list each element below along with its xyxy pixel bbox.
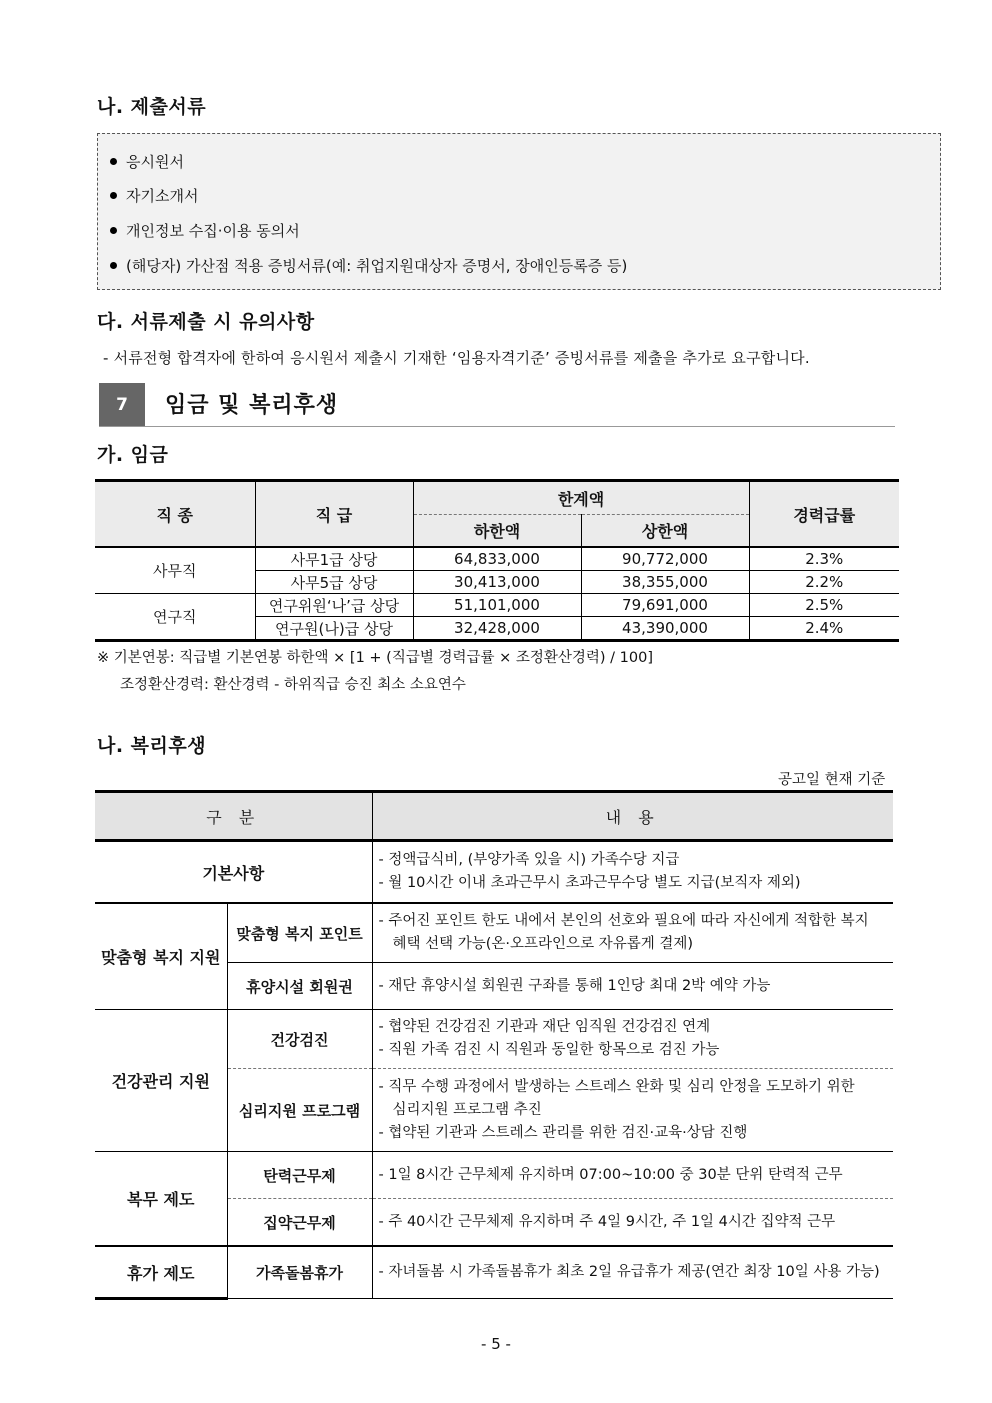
cell-family-label: 가족돌봄휴가 — [227, 1246, 372, 1299]
wage-table — [95, 479, 899, 642]
cell-upper: 43,390,000 — [581, 617, 749, 641]
cell-upper: 90,772,000 — [581, 547, 749, 571]
cell-grade: 연구원(나)급 상당 — [255, 617, 413, 641]
header-limit: 한계액 — [413, 481, 749, 515]
table-row — [95, 1010, 893, 1069]
section-title-documents: 나. 제출서류 — [97, 96, 207, 118]
header-rate: 경력급률 — [749, 481, 899, 548]
header-content: 내 용 — [372, 792, 893, 841]
wage-adjust-note: 조정환산경력: 환산경력 - 하위직급 승진 최소 소요연수 — [120, 677, 466, 693]
cell-rate: 2.5% — [749, 594, 899, 617]
cell-rate: 2.3% — [749, 547, 899, 571]
cell-psych-label: 심리지원 프로그램 — [227, 1069, 372, 1152]
cell-grade: 사무1급 상당 — [255, 547, 413, 571]
chapter-divider — [99, 426, 895, 427]
bullet-icon — [110, 158, 117, 165]
cell-rate: 2.4% — [749, 617, 899, 641]
cell-upper: 38,355,000 — [581, 571, 749, 594]
cell-lower: 51,101,000 — [413, 594, 581, 617]
cell-points-content: - 주어진 포인트 한도 내에서 본인의 선호와 필요에 따라 자신에게 적합한 복지 혜택 선택 가능(온·오프라인으로 자유롭게 결제) — [372, 903, 893, 963]
table-row — [95, 1246, 893, 1299]
chapter-number: 7 — [99, 383, 145, 427]
cell-resort-content: - 재단 휴양시설 회원권 구좌를 통해 1인당 최대 2박 예약 가능 — [372, 963, 893, 1010]
cell-work-category: 복무 제도 — [95, 1152, 227, 1247]
cell-compressed-content: - 주 40시간 근무체제 유지하며 주 4일 9시간, 주 1일 4시간 집약적 근무 — [372, 1199, 893, 1247]
table-row — [95, 1152, 893, 1199]
cell-job: 사무직 — [95, 547, 255, 594]
header-lower: 하한액 — [413, 515, 581, 548]
list-item: 자기소개서 — [110, 185, 198, 206]
header-grade: 직 급 — [255, 481, 413, 548]
welfare-table — [95, 790, 893, 1300]
cell-psych-content: - 직무 수행 과정에서 발생하는 스트레스 완화 및 심리 안정을 도모하기 위한 심리지원 프로그램 추진 - 협약된 기관과 스트레스 관리를 위한 검진·교육·상담 진행 — [372, 1069, 893, 1152]
cell-lower: 30,413,000 — [413, 571, 581, 594]
header-job: 직 종 — [95, 481, 255, 548]
cell-compressed-label: 집약근무제 — [227, 1199, 372, 1247]
bullet-icon — [110, 262, 117, 269]
cell-basic-content: - 정액급식비, (부양가족 있을 시) 가족수당 지급 - 월 10시간 이내 초과근무시 초과근무수당 별도 지급(보직자 제외) — [372, 841, 893, 904]
list-item: 응시원서 — [110, 151, 184, 172]
cell-family-content: - 자녀돌봄 시 가족돌봄휴가 최초 2일 유급휴가 제공(연간 최장 10일 사용 가능) — [372, 1246, 893, 1299]
cell-lower: 32,428,000 — [413, 617, 581, 641]
list-item: (해당자) 가산점 적용 증빙서류(예: 취업지원대상자 증명서, 장애인등록증 등) — [110, 255, 627, 276]
cell-job: 연구직 — [95, 594, 255, 641]
table-header-row — [95, 792, 893, 841]
cell-rate: 2.2% — [749, 571, 899, 594]
section-title-wage: 가. 임금 — [97, 444, 169, 466]
documents-box — [97, 133, 941, 290]
page-number: - 5 - — [481, 1335, 511, 1353]
header-upper: 상한액 — [581, 515, 749, 548]
welfare-basis: 공고일 현재 기준 — [778, 772, 886, 788]
submission-note: - 서류전형 합격자에 한하여 응시원서 제출시 기재한 ‘임용자격기준’ 증빙서류를 제출을 추가로 요구합니다. — [103, 349, 810, 367]
chapter-title: 임금 및 복리후생 — [165, 393, 339, 418]
table-row — [95, 903, 893, 963]
cell-flex-label: 탄력근무제 — [227, 1152, 372, 1199]
list-item: 개인정보 수집·이용 동의서 — [110, 220, 300, 241]
cell-basic-category: 기본사항 — [95, 841, 372, 904]
cell-upper: 79,691,000 — [581, 594, 749, 617]
bullet-icon — [110, 227, 117, 234]
wage-formula-note: ※ 기본연봉: 직급별 기본연봉 하한액 × [1 + (직급별 경력급률 × 조정환산경력) / 100] — [97, 650, 654, 666]
cell-grade: 연구위원‘나’급 상당 — [255, 594, 413, 617]
cell-checkup-label: 건강검진 — [227, 1010, 372, 1069]
cell-resort-label: 휴양시설 회원권 — [227, 963, 372, 1010]
table-row — [95, 547, 899, 571]
cell-health-category: 건강관리 지원 — [95, 1010, 227, 1152]
cell-grade: 사무5급 상당 — [255, 571, 413, 594]
section-title-notes: 다. 서류제출 시 유의사항 — [97, 311, 315, 333]
table-row — [95, 841, 893, 904]
cell-leave-category: 휴가 제도 — [95, 1246, 227, 1299]
cell-checkup-content: - 협약된 건강검진 기관과 재단 임직원 건강검진 연계 - 직원 가족 검진 시 직원과 동일한 항목으로 검진 가능 — [372, 1010, 893, 1069]
cell-points-label: 맞춤형 복지 포인트 — [227, 903, 372, 963]
cell-flex-content: - 1일 8시간 근무체제 유지하며 07:00~10:00 중 30분 단위 탄력적 근무 — [372, 1152, 893, 1199]
bullet-icon — [110, 192, 117, 199]
cell-custom-category: 맞춤형 복지 지원 — [95, 903, 227, 1010]
header-category: 구 분 — [95, 792, 372, 841]
table-row — [95, 594, 899, 617]
cell-lower: 64,833,000 — [413, 547, 581, 571]
section-title-welfare: 나. 복리후생 — [97, 735, 207, 757]
